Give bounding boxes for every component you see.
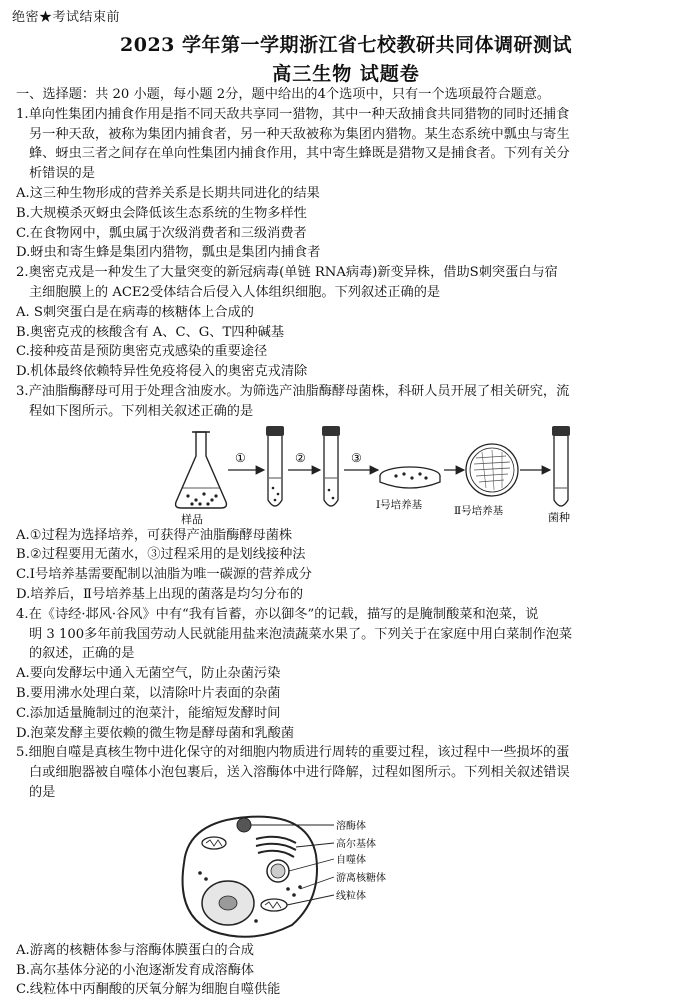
medium-1-label: Ⅰ号培养基: [376, 498, 423, 511]
question-stem-line: 5.细胞自噬是真核生物中进化保守的对细胞内物质进行周转的重要过程，该过程中一些损坏的蛋: [16, 745, 570, 761]
step-3-label: ③: [351, 450, 362, 465]
question-stem-line: 程如下图所示。下列相关叙述正确的是: [29, 403, 254, 419]
option-d: D.机体最终依赖特异性免疫将侵入的奥密克戎清除: [16, 364, 308, 380]
option-a: A. S刺突蛋白是在病毒的核糖体上合成的: [16, 304, 254, 320]
question-stem-line: 主细胞膜上的 ACE2受体结合后侵入人体组织细胞。下列叙述正确的是: [29, 284, 441, 300]
question-stem-line: 白或细胞器被自噬体小泡包裹后，送入溶酶体中进行降解，过程如图所示。下列相关叙述错误: [29, 765, 570, 781]
screening-flow-figure: [16, 422, 684, 526]
option-b: B.高尔基体分泌的小泡逐渐发育成溶酶体: [16, 962, 255, 978]
option-d: D.蚜虫和寄生蜂是集团内猎物，瓢虫是集团内捕食者: [16, 245, 321, 261]
question-stem-line: 4.在《诗经·邶风·谷风》中有“我有旨蓄，亦以御冬”的记载，描写的是腌制酸菜和泡菜，说: [16, 606, 539, 622]
question-5: [16, 743, 684, 1000]
screening-flow-diagram: [16, 422, 684, 526]
option-c: C.添加适量腌制过的泡菜汁，能缩短发酵时间: [16, 705, 281, 721]
sample-label: 样品: [181, 512, 203, 526]
question-stem-line: 1.单向性集团内捕食作用是指不同天敌共享同一猎物，其中一种天敌捕食共同猎物的同时还捕食: [16, 106, 570, 122]
option-b: B.要用沸水处理白菜，以清除叶片表面的杂菌: [16, 685, 281, 701]
question-2: [16, 263, 684, 382]
option-b: B.②过程要用无菌水，③过程采用的是划线接种法: [16, 547, 306, 563]
golgi-label: 高尔基体: [336, 838, 376, 850]
option-c: C.在食物网中，瓢虫属于次级消费者和三级消费者: [16, 225, 307, 241]
option-c: C.线粒体中丙酮酸的厌氧分解为细胞自噬供能: [16, 982, 281, 998]
question-stem-line: 2.奥密克戎是一种发生了大量突变的新冠病毒(单链 RNA病毒)新变异株，借助S刺突蛋白与宿: [16, 265, 558, 281]
option-b: B.奥密克戎的核酸含有 A、C、G、T四种碱基: [16, 324, 285, 340]
option-a: A.①过程为选择培养，可获得产油脂酶酵母菌株: [16, 527, 293, 543]
step-1-label: ①: [235, 450, 246, 465]
question-stem-line: 析错误的是: [29, 166, 95, 182]
option-a: A.游离的核糖体参与溶酶体膜蛋白的合成: [16, 942, 254, 958]
exam-subtitle: 高三生物 试题卷: [272, 63, 420, 85]
autophagosome-label: 自噬体: [336, 854, 366, 866]
option-a: A.这三种生物形成的营养关系是长期共同进化的结果: [16, 185, 320, 201]
medium-2-label: Ⅱ号培养基: [454, 504, 504, 517]
step-2-label: ②: [295, 450, 306, 465]
petri-dish-streak-icon: [466, 444, 518, 496]
question-1: [16, 105, 684, 263]
test-tube-icon: [266, 426, 284, 506]
exam-body: [16, 85, 684, 1000]
question-stem-line: 的是: [29, 784, 56, 800]
petri-dish-icon: [380, 467, 440, 488]
section-heading: 一、选择题：共 20 小题，每小题 2分，题中给出的4个选项中，只有一个选项最符合题意。: [16, 87, 551, 102]
test-tube-icon: [322, 426, 340, 506]
question-stem-line: 明 3 100多年前我国劳动人民就能用盐来泡渍蔬菜水果了。下列关于在家庭中用白菜制作泡菜: [29, 626, 573, 642]
question-stem-line: 蜂、蚜虫三者之间存在单向性集团内捕食作用，其中寄生蜂既是猎物又是捕食者。下列有关分: [29, 146, 570, 162]
option-d: D.培养后，Ⅱ号培养基上出现的菌落是均匀分布的: [16, 586, 304, 602]
option-c: C.接种疫苗是预防奥密克戎感染的重要途径: [16, 344, 268, 360]
test-tube-icon: [552, 426, 570, 506]
question-3: [16, 382, 684, 605]
question-4: [16, 605, 684, 744]
autophagy-figure: [16, 803, 684, 941]
secret-mark: 绝密★考试结束前: [12, 10, 121, 25]
question-stem-line: 的叙述，正确的是: [29, 646, 135, 662]
option-b: B.大规模杀灭蚜虫会降低该生态系统的生物多样性: [16, 205, 307, 221]
question-stem-line: 另一种天敌，被称为集团内捕食者，另一种天敌被称为集团内猎物。某生态系统中瓢虫与寄生: [29, 126, 570, 142]
question-stem-line: 3.产油脂酶酵母可用于处理含油废水。为筛选产油脂酶酵母菌株，科研人员开展了相关研究，流: [16, 383, 570, 399]
autophagy-diagram: [16, 803, 684, 941]
cell-illustration: [183, 816, 317, 936]
mitochondrion-label: 线粒体: [336, 890, 366, 902]
strain-label: 菌种: [548, 510, 570, 524]
option-a: A.要向发酵坛中通入无菌空气，防止杂菌污染: [16, 666, 281, 682]
option-c: C.Ⅰ号培养基需要配制以油脂为唯一碳源的营养成分: [16, 567, 312, 583]
lysosome-label: 溶酶体: [336, 820, 366, 832]
free-ribosome-label: 游离核糖体: [336, 872, 386, 884]
sample-flask-icon: [176, 432, 227, 508]
option-d: D.泡菜发酵主要依赖的微生物是酵母菌和乳酸菌: [16, 725, 295, 741]
exam-title: 2023 学年第一学期浙江省七校教研共同体调研测试: [120, 34, 572, 56]
